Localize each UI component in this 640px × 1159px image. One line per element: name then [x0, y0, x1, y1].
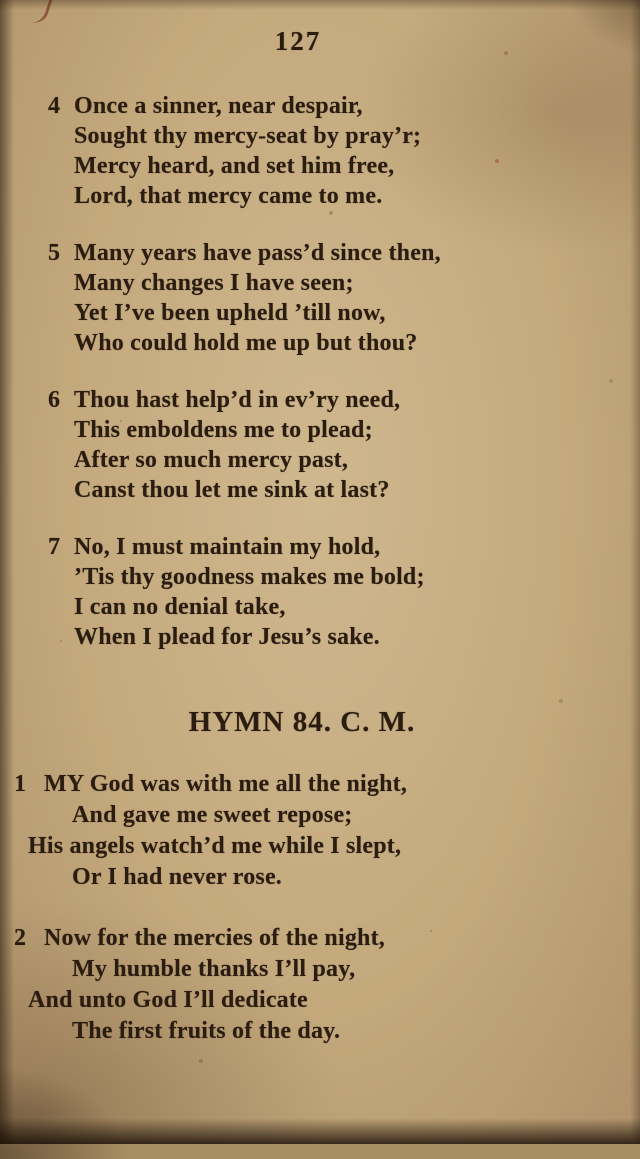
- verse-text: Once a sinner, near despair,: [74, 93, 363, 119]
- verse-line: [0, 385, 640, 415]
- scan-edge-shadow: [630, 0, 640, 1144]
- verse-line: I can no denial take,: [74, 594, 286, 620]
- verse-number: 7: [48, 534, 61, 560]
- verse-number: 2: [14, 925, 27, 951]
- verse-line: The first fruits of the day.: [72, 1018, 341, 1044]
- verse-text: Now for the mercies of the night,: [44, 925, 385, 951]
- verse-block: [0, 238, 640, 358]
- scan-edge-shadow: [0, 1118, 640, 1144]
- verse-line: My humble thanks I’ll pay,: [72, 956, 356, 982]
- verse-text: No, I must maintain my hold,: [74, 534, 381, 560]
- verse-line: When I plead for Jesu’s sake.: [74, 624, 380, 650]
- verse-block: [0, 91, 640, 211]
- verse-line: Sought thy mercy-seat by pray’r;: [74, 123, 422, 149]
- verse-text: MY God was with me all the night,: [44, 771, 408, 797]
- verse-line: This emboldens me to plead;: [74, 417, 373, 443]
- verse-line: Who could hold me up but thou?: [74, 330, 418, 356]
- verse-block: [0, 385, 640, 505]
- scan-edge-shadow: [0, 0, 640, 10]
- verse-number: 6: [48, 387, 61, 413]
- verse-line: And gave me sweet repose;: [72, 802, 353, 828]
- scan-edge-shadow: [0, 0, 14, 1144]
- verse-line: [0, 769, 640, 800]
- verse-line: [0, 91, 640, 121]
- page-corner-shadow: [0, 1064, 130, 1159]
- verse-line: [0, 923, 640, 954]
- verse-line: Mercy heard, and set him free,: [74, 153, 395, 179]
- verse-text: Many years have pass’d since then,: [74, 240, 441, 266]
- page-number: 127: [274, 26, 322, 56]
- verse-line: His angels watch’d me while I slept,: [28, 833, 402, 859]
- verse-number: 4: [48, 93, 61, 119]
- verse-line: Many changes I have seen;: [74, 270, 354, 296]
- verse-number: 5: [48, 240, 61, 266]
- verse-number: 1: [14, 771, 27, 797]
- verse-line: Yet I’ve been upheld ’till now,: [74, 300, 386, 326]
- verse-line: Or I had never rose.: [72, 864, 283, 890]
- verse-line: [0, 238, 640, 268]
- verse-line: Lord, that mercy came to me.: [74, 183, 383, 209]
- hymn-verse-block: [0, 769, 640, 893]
- hymn-verse-block: [0, 923, 640, 1047]
- verse-line: After so much mercy past,: [74, 447, 349, 473]
- verse-line: Canst thou let me sink at last?: [74, 477, 390, 503]
- verse-block: [0, 532, 640, 652]
- verse-line: And unto God I’ll dedicate: [28, 987, 308, 1013]
- hymn-heading: HYMN 84. C. M.: [188, 706, 416, 738]
- verse-line: [0, 532, 640, 562]
- verse-text: Thou hast help’d in ev’ry need,: [74, 387, 401, 413]
- verse-line: ’Tis thy goodness makes me bold;: [74, 564, 425, 590]
